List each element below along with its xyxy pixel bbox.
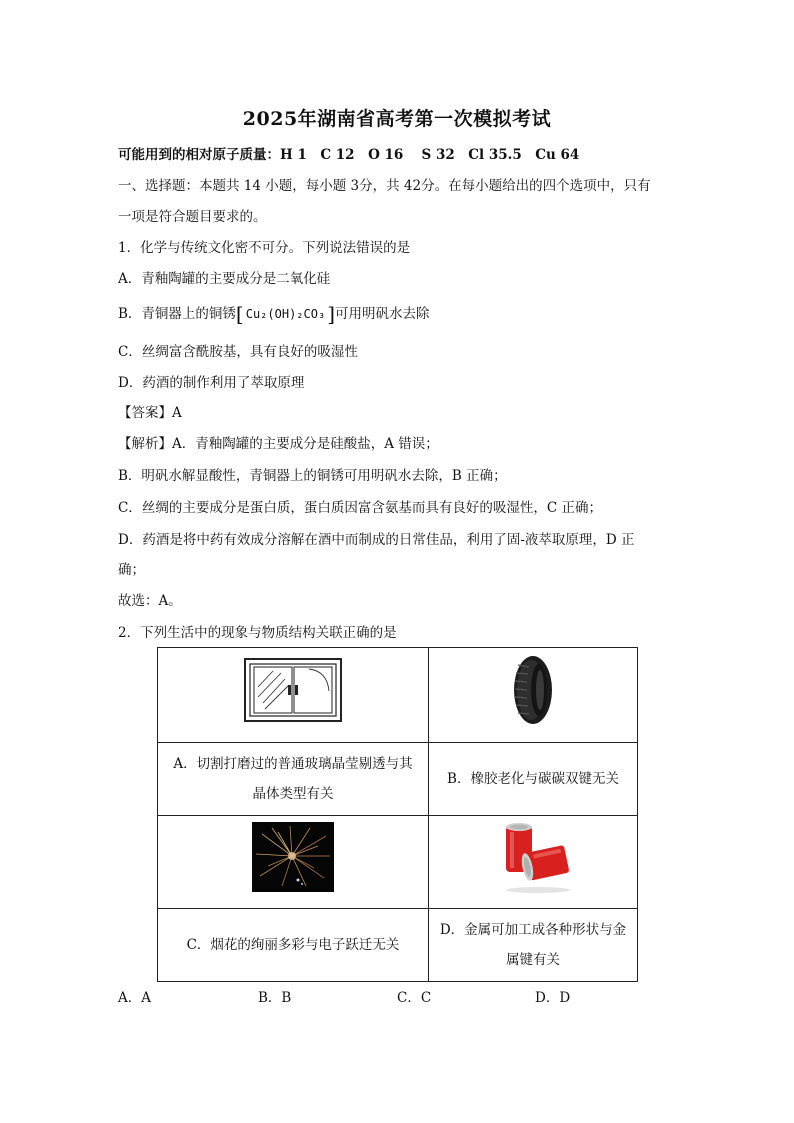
section-instructions-2: 一项是符合题目要求的。 (118, 209, 267, 225)
soda-cans-icon (492, 820, 574, 894)
option-d-line2: 属键有关 (506, 952, 560, 968)
tire-image-cell (429, 648, 638, 743)
q2-choice-d: D．D (535, 990, 571, 1006)
atomic-mass-line: 可能用到的相对原子质量：H 1 C 12 O 16 S 32 Cl 35.5 Cu 64 (118, 147, 580, 163)
option-a-line2: 晶体类型有关 (252, 786, 334, 802)
q2-choice-a: A．A (118, 990, 151, 1006)
q2-stem: 2．下列生活中的现象与物质结构关联正确的是 (118, 625, 397, 641)
tire-icon (509, 653, 557, 727)
option-a-cell (158, 743, 429, 816)
q2-options-table (157, 647, 638, 982)
option-d-cell (429, 909, 638, 982)
q1-analysis-c: C．丝绸的主要成分是蛋白质，蛋白质因富含氨基而具有良好的吸湿性，C 正确； (118, 500, 602, 516)
q1-analysis-d: D．药酒是将中药有效成分溶解在酒中而制成的日常佳品，利用了固-液萃取原理，D 正 (118, 532, 635, 548)
q1-answer: 【答案】A (118, 405, 182, 421)
q1-option-d: D．药酒的制作利用了萃取原理 (118, 375, 305, 391)
q1-conclusion: 故选：A。 (118, 593, 182, 609)
option-b-cell: B．橡胶老化与碳碳双键无关 (429, 743, 638, 816)
q1-option-a: A．青釉陶罐的主要成分是二氧化硅 (118, 271, 331, 287)
q1-option-b-text: B．青铜器上的铜锈 (118, 306, 236, 322)
q1-option-b-tail: 可用明矾水去除 (335, 306, 430, 322)
firework-icon (252, 822, 334, 892)
page-title: 2025年湖南省高考第一次模拟考试 (242, 108, 552, 130)
q1-option-c: C．丝绸富含酰胺基，具有良好的吸湿性 (118, 344, 358, 360)
q1-analysis-b: B．明矾水解显酸性，青铜器上的铜锈可用明矾水去除，B 正确； (118, 468, 507, 484)
option-c-cell: C．烟花的绚丽多彩与电子跃迁无关 (158, 909, 429, 982)
q2-choice-b: B．B (258, 990, 292, 1006)
bracket-right: ] (327, 302, 336, 326)
q2-choice-c: C．C (397, 990, 432, 1006)
window-image-cell (158, 648, 429, 743)
q1-analysis-a: 【解析】A．青釉陶罐的主要成分是硅酸盐，A 错误； (118, 436, 439, 452)
copper-rust-formula: Cu₂(OH)₂CO₃ (245, 307, 326, 321)
option-a-line1: A．切割打磨过的普通玻璃晶莹剔透与其 (173, 756, 413, 772)
q1-stem: 1．化学与传统文化密不可分。下列说法错误的是 (118, 240, 411, 256)
window-icon (243, 657, 343, 723)
q1-option-b (118, 304, 430, 324)
bracket-left: [ (235, 302, 244, 326)
q1-analysis-d-cont: 确； (118, 562, 145, 578)
section-instructions-1: 一、选择题：本题共 14 小题，每小题 3分，共 42分。在每小题给出的四个选项中，只有 (118, 178, 651, 194)
firework-image-cell (158, 816, 429, 909)
cans-image-cell (429, 816, 638, 909)
option-d-line1: D．金属可加工成各种形状与金 (439, 922, 627, 938)
